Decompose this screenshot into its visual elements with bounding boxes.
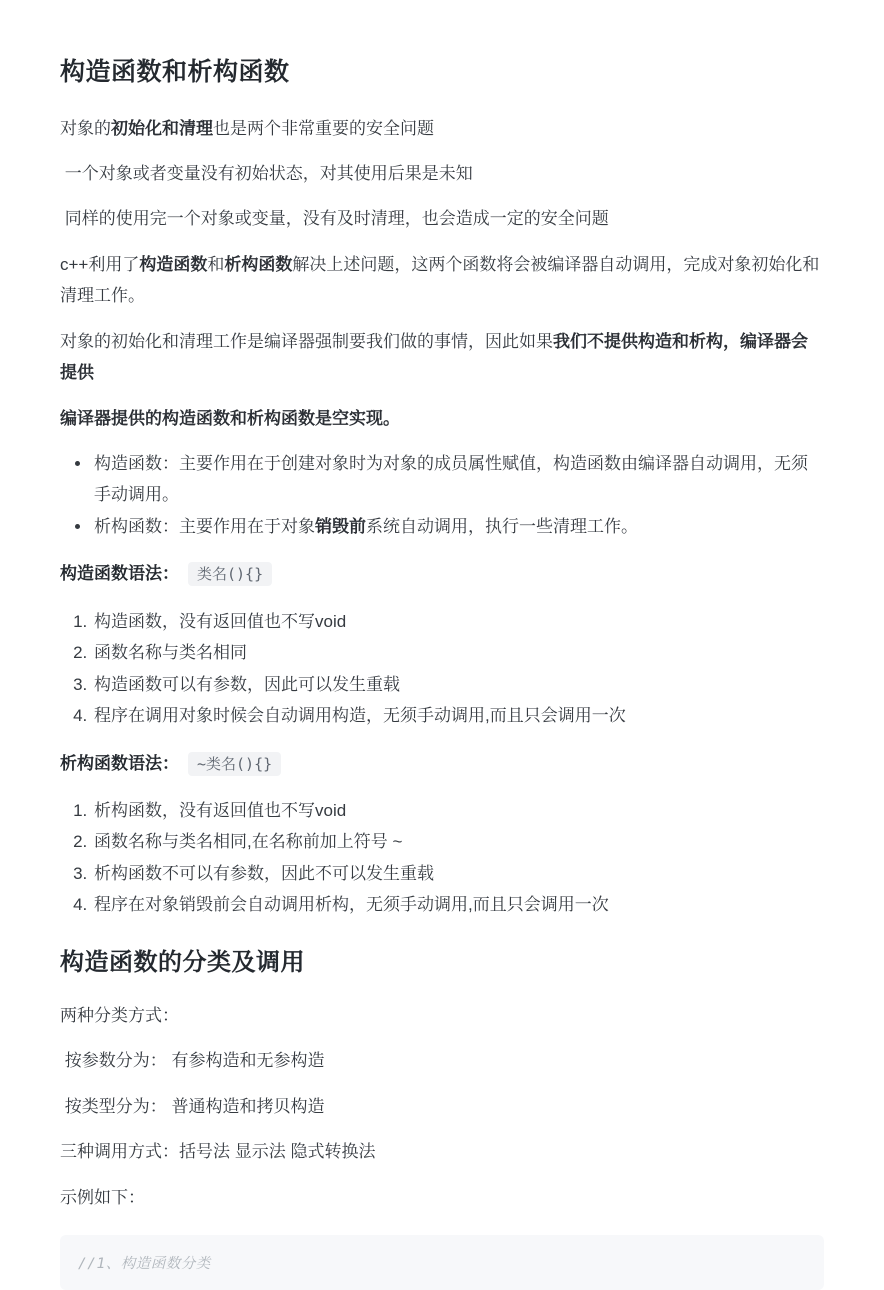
destructor-syntax-line — [60, 748, 824, 779]
destructor-rule-1: 1. 析构函数，没有返回值也不写void — [92, 795, 824, 826]
paragraph-two-classifications: 两种分类方式： — [60, 1005, 179, 1025]
paragraph-no-cleanup: 同样的使用完一个对象或变量，没有及时清理，也会造成一定的安全问题 — [60, 209, 609, 229]
destructor-rule-4: 4. 程序在对象销毁前会自动调用析构，无须手动调用,而且只会调用一次 — [92, 889, 824, 920]
constructor-rule-2: 2. 函数名称与类名相同 — [92, 637, 824, 668]
destructor-rule-3: 3. 析构函数不可以有参数，因此不可以发生重载 — [92, 858, 824, 889]
constructor-syntax-label: 构造函数语法： — [60, 564, 179, 584]
constructor-syntax-code: 类名(){} — [188, 562, 272, 586]
section-title-classification: 构造函数的分类及调用 — [60, 948, 305, 976]
destructor-syntax-label: 析构函数语法： — [60, 753, 179, 773]
definition-bullet-list — [60, 448, 824, 542]
code-comment-line: //1、构造函数分类 — [78, 1256, 211, 1273]
list-item-destructor-definition: • 析构函数：主要作用在于对象销毁前系统自动调用，执行一些清理工作。 — [92, 511, 824, 542]
paragraph-init-cleanup: 对象的初始化和清理也是两个非常重要的安全问题 — [60, 118, 434, 138]
destructor-syntax-code: ~类名(){} — [188, 752, 281, 776]
paragraph-empty-implementation: 编译器提供的构造函数和析构函数是空实现。 — [60, 408, 400, 428]
constructor-syntax-line — [60, 558, 824, 589]
constructor-rule-3: 3. 构造函数可以有参数，因此可以发生重载 — [92, 669, 824, 700]
paragraph-compiler-provides: 对象的初始化和清理工作是编译器强制要我们做的事情，因此如果我们不提供构造和析构，编译器会提供 — [60, 331, 808, 383]
page-title: 构造函数和析构函数 — [60, 58, 290, 86]
paragraph-by-type: 按类型分为： 普通构造和拷贝构造 — [60, 1096, 325, 1116]
constructor-rule-4: 4. 程序在调用对象时候会自动调用构造，无须手动调用,而且只会调用一次 — [92, 700, 824, 731]
code-block — [60, 1235, 824, 1289]
paragraph-cpp-solution: c++利用了构造函数和析构函数解决上述问题，这两个函数将会被编译器自动调用，完成对象初始化和清理工作。 — [60, 254, 820, 306]
constructor-rule-1: 1. 构造函数，没有返回值也不写void — [92, 606, 824, 637]
paragraph-example-intro: 示例如下： — [60, 1187, 145, 1207]
destructor-rules-list — [60, 795, 824, 921]
destructor-rule-2: 2. 函数名称与类名相同,在名称前加上符号 ~ — [92, 826, 824, 857]
constructor-rules-list — [60, 606, 824, 732]
paragraph-uninitialized: 一个对象或者变量没有初始状态，对其使用后果是未知 — [60, 163, 473, 183]
list-item-constructor-definition: • 构造函数：主要作用在于创建对象时为对象的成员属性赋值，构造函数由编译器自动调用，无须手动调用。 — [92, 448, 824, 511]
paragraph-three-call-methods: 三种调用方式：括号法 显示法 隐式转换法 — [60, 1142, 376, 1162]
paragraph-by-parameter: 按参数分为： 有参构造和无参构造 — [60, 1051, 325, 1071]
